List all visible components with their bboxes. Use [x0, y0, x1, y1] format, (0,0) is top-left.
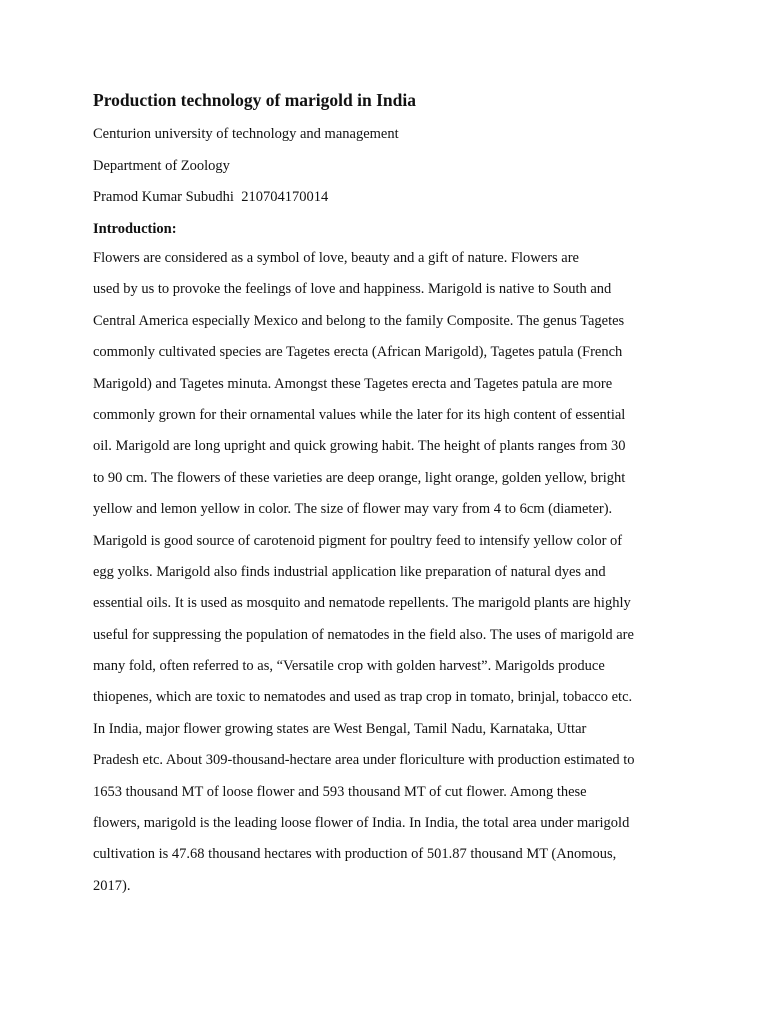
- paragraph-line: Marigold) and Tagetes minuta. Amongst these Tagetes erecta and Tagetes patula are more: [93, 375, 613, 392]
- paragraph-line: used by us to provoke the feelings of love and happiness. Marigold is native to South and: [93, 281, 612, 298]
- author-line: Pramod Kumar Subudhi 210704170014: [93, 189, 329, 205]
- introduction-body: [93, 243, 679, 902]
- paragraph-line: commonly grown for their ornamental values while the later for its high content of essential: [93, 406, 626, 423]
- affiliation: Centurion university of technology and management: [93, 126, 399, 142]
- paragraph-line: many fold, often referred to as, “Versatile crop with golden harvest”. Marigolds produce: [93, 658, 605, 675]
- paragraph-line: to 90 cm. The flowers of these varieties are deep orange, light orange, golden yellow, bright: [93, 469, 626, 486]
- paragraph-line: Flowers are considered as a symbol of love, beauty and a gift of nature. Flowers are: [93, 250, 579, 266]
- paragraph-line: flowers, marigold is the leading loose flower of India. In India, the total area under marigold: [93, 815, 630, 832]
- document-page: [93, 0, 679, 1024]
- paragraph-line: essential oils. It is used as mosquito and nematode repellents. The marigold plants are highly: [93, 595, 631, 612]
- paragraph-line: cultivation is 47.68 thousand hectares with production of 501.87 thousand MT (Anomous,: [93, 846, 617, 863]
- section-heading-introduction: Introduction:: [93, 221, 177, 237]
- paragraph-line: oil. Marigold are long upright and quick growing habit. The height of plants ranges from 30: [93, 438, 626, 455]
- paragraph-line: 1653 thousand MT of loose flower and 593 thousand MT of cut flower. Among these: [93, 783, 587, 800]
- paragraph-line: Central America especially Mexico and belong to the family Composite. The genus Tagetes: [93, 312, 625, 329]
- paragraph-line: useful for suppressing the population of nematodes in the field also. The uses of marigold are: [93, 626, 634, 643]
- paragraph-line: 2017).: [93, 877, 131, 894]
- paragraph-line: yellow and lemon yellow in color. The size of flower may vary from 4 to 6cm (diameter).: [93, 501, 613, 518]
- department: Department of Zoology: [93, 158, 230, 174]
- paragraph-line: Marigold is good source of carotenoid pigment for poultry feed to intensify yellow color of: [93, 532, 623, 549]
- paragraph-line: commonly cultivated species are Tagetes erecta (African Marigold), Tagetes patula (French: [93, 344, 623, 361]
- paragraph-line: Pradesh etc. About 309-thousand-hectare area under floriculture with production estimated to: [93, 752, 635, 769]
- paragraph-line: egg yolks. Marigold also finds industrial application like preparation of natural dyes and: [93, 563, 606, 580]
- document-title: Production technology of marigold in India: [93, 90, 416, 110]
- paragraph-line: In India, major flower growing states are West Bengal, Tamil Nadu, Karnataka, Uttar: [93, 720, 587, 737]
- paragraph-line: thiopenes, which are toxic to nematodes and used as trap crop in tomato, brinjal, tobacco etc.: [93, 689, 633, 706]
